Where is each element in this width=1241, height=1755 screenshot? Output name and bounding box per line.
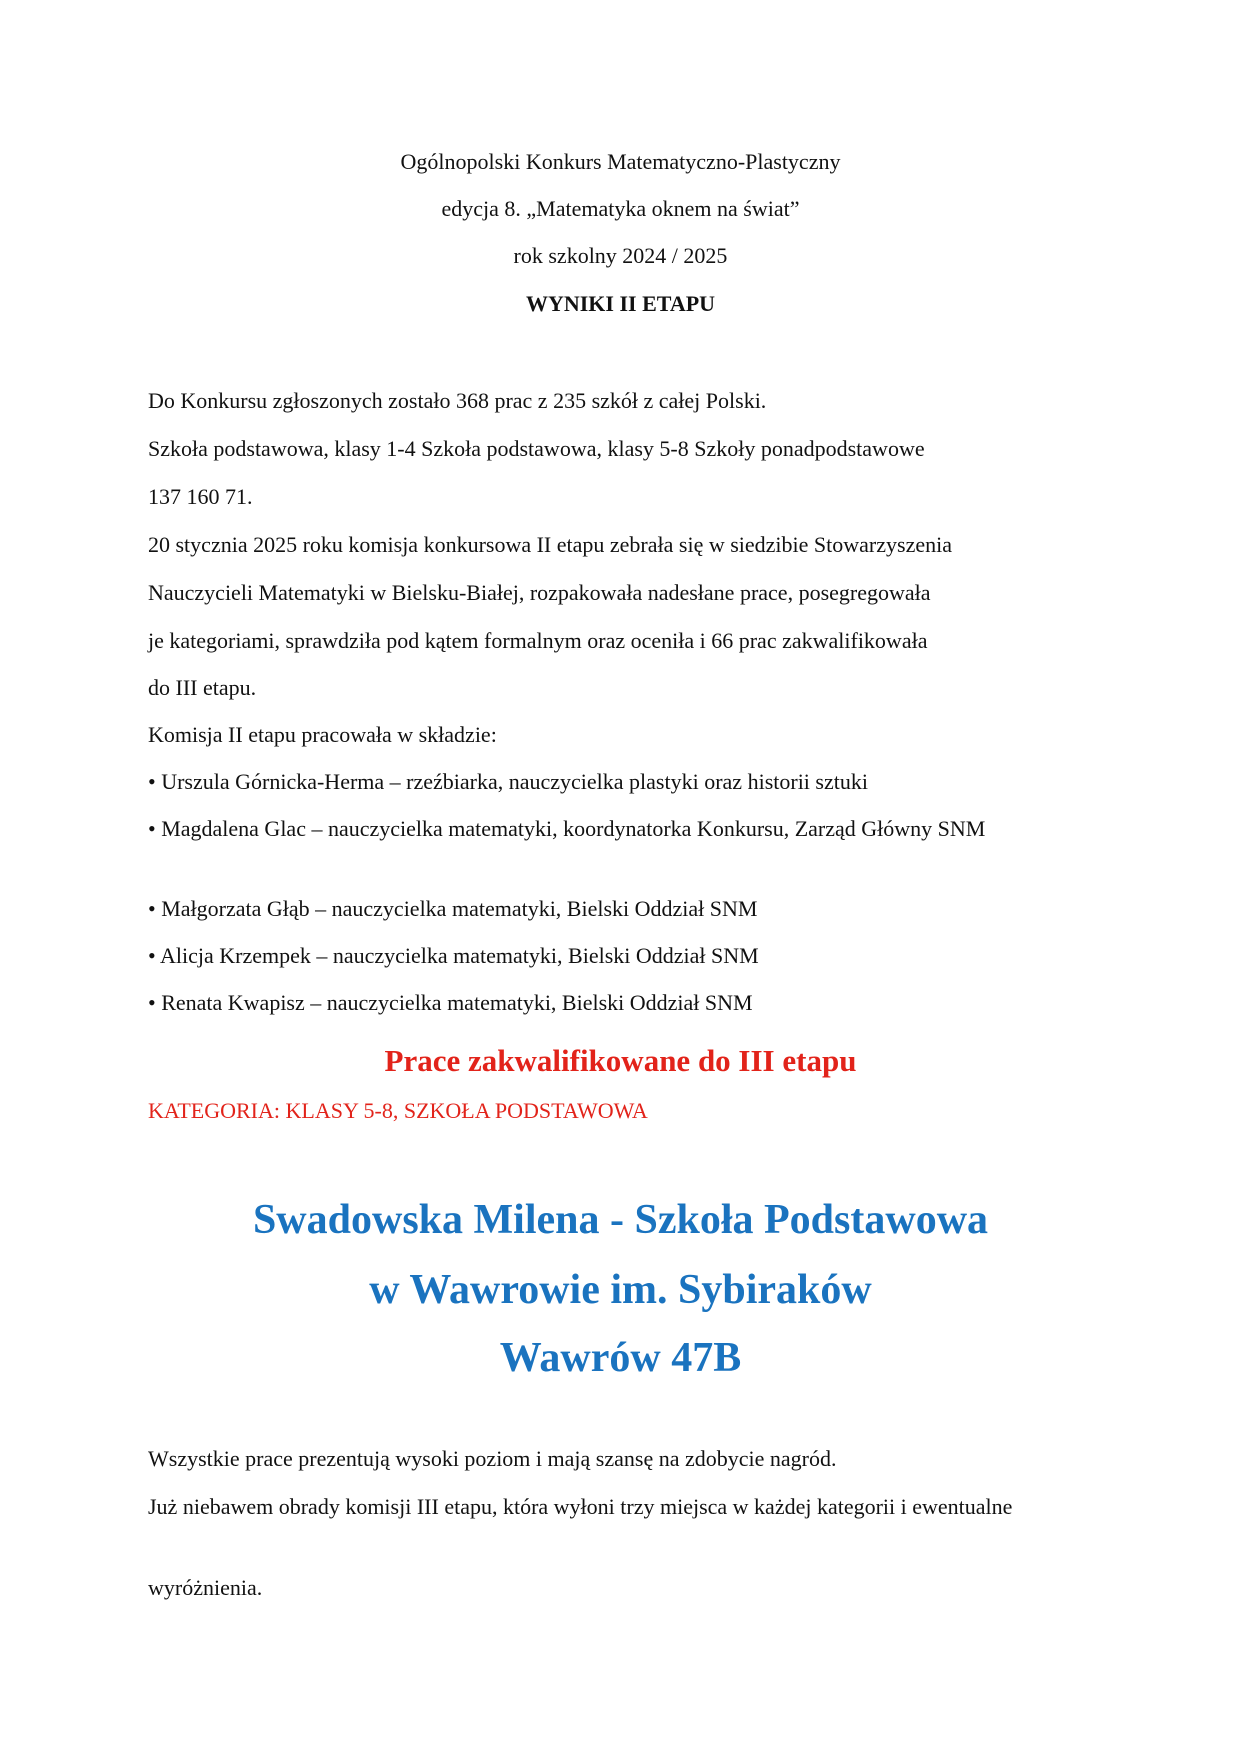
committee-member: • Urszula Górnicka-Herma – rzeźbiarka, nauczycielka plastyki oraz historii sztuki [148, 769, 868, 794]
committee-member: • Małgorzata Głąb – nauczycielka matematyki, Bielski Oddział SNM [148, 896, 758, 921]
committee-member: • Renata Kwapisz – nauczycielka matematyki, Bielski Oddział SNM [148, 990, 753, 1015]
school-year: rok szkolny 2024 / 2025 [513, 243, 728, 268]
counts-line: 137 160 71. [148, 484, 253, 509]
edition-line: edycja 8. „Matematyka oknem na świat” [441, 196, 800, 221]
closing-line-2: Już niebawem obrady komisji III etapu, która wyłoni trzy miejsca w każdej kategorii i ewentualne [148, 1494, 1013, 1519]
contest-name: Ogólnopolski Konkurs Matematyczno-Plastyczny [400, 149, 841, 174]
qualified-entry-line-3: Wawrów 47B [499, 1335, 742, 1381]
results-title: WYNIKI II ETAPU [525, 291, 716, 316]
intro-paragraph: Do Konkursu zgłoszonych zostało 368 prac z 235 szkół z całej Polski. [148, 388, 767, 413]
committee-intro: Komisja II etapu pracowała w składzie: [148, 722, 497, 747]
closing-line-1: Wszystkie prace prezentują wysoki poziom i mają szansę na zdobycie nagród. [148, 1446, 837, 1471]
category-label: KATEGORIA: KLASY 5-8, SZKOŁA PODSTAWOWA [148, 1098, 648, 1123]
qualified-entry-line-1: Swadowska Milena - Szkoła Podstawowa [252, 1197, 989, 1243]
categories-line: Szkoła podstawowa, klasy 1-4 Szkoła podstawowa, klasy 5-8 Szkoły ponadpodstawowe [148, 436, 925, 461]
meeting-paragraph-line-1: 20 stycznia 2025 roku komisja konkursowa II etapu zebrała się w siedzibie Stowarzyszenia [148, 532, 952, 557]
qualified-heading: Prace zakwalifikowane do III etapu [384, 1043, 857, 1078]
qualified-entry-line-2: w Wawrowie im. Sybiraków [369, 1267, 872, 1313]
committee-member: • Alicja Krzempek – nauczycielka matematyki, Bielski Oddział SNM [148, 943, 759, 968]
closing-line-3: wyróżnienia. [148, 1575, 263, 1600]
meeting-paragraph-line-3: je kategoriami, sprawdziła pod kątem formalnym oraz oceniła i 66 prac zakwalifikowała [148, 628, 928, 653]
meeting-paragraph-line-2: Nauczycieli Matematyki w Bielsku-Białej, rozpakowała nadesłane prace, posegregowała [148, 580, 931, 605]
committee-member: • Magdalena Glac – nauczycielka matematyki, koordynatorka Konkursu, Zarząd Główny SNM [148, 816, 986, 841]
meeting-paragraph-line-4: do III etapu. [148, 675, 257, 700]
